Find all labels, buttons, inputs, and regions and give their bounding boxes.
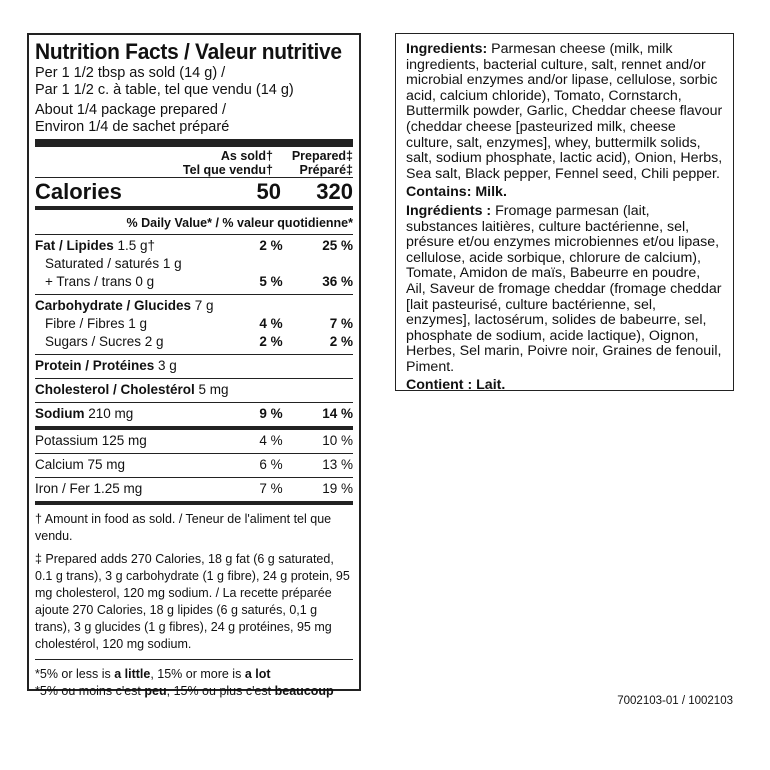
column-as-sold — [177, 149, 273, 177]
footnotes — [35, 505, 353, 653]
potassium-dv-as-sold: 4 % — [259, 433, 283, 448]
carbohydrate-group — [35, 295, 353, 354]
ingredients-panel — [395, 33, 734, 394]
sugars-label: Sugars / Sucres 2 g — [45, 334, 164, 349]
about-prepared-fr: Environ 1/4 de sachet préparé — [35, 119, 230, 135]
sugars-dv-prepared: 2 % — [329, 334, 353, 349]
protein-row — [35, 357, 353, 375]
potassium-row — [35, 432, 353, 450]
column-prepared-fr: Préparé‡ — [299, 163, 353, 177]
calories-row — [35, 178, 353, 206]
column-as-sold-en: As sold† — [220, 149, 273, 163]
column-prepared — [273, 149, 353, 177]
product-code: 7002103-01 / 1002103 — [617, 695, 733, 707]
trans-dv-prepared: 36 % — [322, 274, 353, 289]
iron-group — [35, 478, 353, 501]
column-headers — [35, 147, 353, 177]
calcium-dv-prepared: 13 % — [322, 457, 353, 472]
carbohydrate-amount: 7 g — [191, 298, 214, 313]
trans-row — [35, 273, 353, 291]
serving-size-fr: Par 1 1/2 c. à table, tel que vendu (14 g) — [35, 82, 294, 98]
calcium-group — [35, 454, 353, 477]
serving-size-en: Per 1 1/2 tbsp as sold (14 g) / — [35, 65, 226, 81]
dv-note-fr: *5% ou moins c'est peu, 15% ou plus c'est beaucoup — [35, 684, 334, 698]
iron-row — [35, 480, 353, 498]
ingredients-fr-text: Fromage parmesan (lait, substances laitières, culture bactérienne, sel, présure et/ou enzymes microbiennes et/ou lipase, cellulose, acide sorbique, chlorure de calcium), Tomate, Amidon de maïs, Babeurre en poudre, Ail, Saveur de fromage cheddar (fromage cheddar [lait pasteurisé, culture bactérienne, sel, enzymes], lactosérum, solides de babeurre, sel, phosphate de sodium, acide lactique), Oignon, Herbes, Sel marin, Poivre noir, Graines de fenouil, Piment. — [406, 202, 722, 375]
divider-thick — [35, 139, 353, 147]
sodium-dv-as-sold: 9 % — [259, 406, 283, 421]
fat-dv-prepared: 25 % — [322, 238, 353, 253]
daily-value-header: % Daily Value* / % valeur quotidienne* — [126, 216, 353, 230]
iron-dv-as-sold: 7 % — [259, 481, 283, 496]
contains-en: Contains: Milk. — [406, 184, 507, 201]
fibre-row — [35, 315, 353, 333]
footnote-double-dagger: ‡ Prepared adds 270 Calories, 18 g fat (6 g saturated, 0.1 g trans), 3 g carbohydrate (1 g fibre), 24 g protein, 95 mg cholesterol, 120 mg sodium. / La recette préparée ajoute 270 Calories, 18 g lipides (6 g saturés, 0,1 g trans), 3 g glucides (1 g fibres), 24 g protéines, 95 mg cholestérol, 120 mg sodium. — [35, 552, 350, 651]
ingredients-en — [406, 42, 723, 182]
potassium-dv-prepared: 10 % — [322, 433, 353, 448]
sugars-dv-as-sold: 2 % — [259, 334, 283, 349]
saturated-row — [35, 255, 353, 273]
sodium-dv-prepared: 14 % — [322, 406, 353, 421]
contains-fr: Contient : Lait. — [406, 377, 506, 394]
cholesterol-amount: 5 mg — [194, 382, 229, 397]
fat-row — [35, 237, 353, 255]
calories-as-sold: 50 — [256, 179, 281, 204]
sugars-row — [35, 333, 353, 351]
sodium-amount: 210 mg — [84, 406, 134, 421]
calories-label: Calories — [35, 179, 122, 204]
dv-note-en: *5% or less is a little, 15% or more is a lot — [35, 667, 271, 681]
potassium-group — [35, 430, 353, 453]
cholesterol-row — [35, 381, 353, 399]
protein-amount: 3 g — [154, 358, 177, 373]
ingredients-fr-label: Ingrédients : — [406, 202, 492, 219]
cholesterol-group — [35, 379, 353, 402]
footnote-dagger: † Amount in food as sold. / Teneur de l'aliment tel que vendu. — [35, 512, 332, 543]
fat-label: Fat / Lipides — [35, 238, 114, 253]
saturated-label: Saturated / saturés 1 g — [45, 256, 182, 271]
calories-prepared: 320 — [316, 179, 353, 204]
nutrition-facts-table — [27, 33, 361, 698]
fat-amount: 1.5 g† — [113, 238, 156, 253]
protein-label: Protein / Protéines — [35, 358, 155, 373]
protein-group — [35, 355, 353, 378]
carbohydrate-label: Carbohydrate / Glucides — [35, 298, 192, 313]
nutrition-title: Nutrition Facts / Valeur nutritive — [35, 39, 342, 64]
sodium-group — [35, 403, 353, 426]
sodium-row — [35, 405, 353, 423]
carbohydrate-row — [35, 297, 353, 315]
trans-dv-as-sold: 5 % — [259, 274, 283, 289]
iron-dv-prepared: 19 % — [322, 481, 353, 496]
fibre-label: Fibre / Fibres 1 g — [45, 316, 148, 331]
cholesterol-label: Cholesterol / Cholestérol — [35, 382, 195, 397]
about-prepared-en: About 1/4 package prepared / — [35, 102, 227, 118]
trans-label: + Trans / trans 0 g — [45, 274, 155, 289]
calcium-label: Calcium 75 mg — [35, 457, 126, 472]
ingredients-en-text: Parmesan cheese (milk, milk ingredients, bacterial culture, salt, rennet and/or microbial enzymes and/or lipase, cellulose, sorbic acid, calcium chloride), Tomato, Cornstarch, Buttermilk powder, Garlic, Cheddar cheese flavour (cheddar cheese [pasteurized milk, cheese culture, salt, enzymes], whey, buttermilk solids, salt, sodium phosphate, lactic acid), Onion, Herbs, Sea salt, Black pepper, Fennel seed, Chili pepper. — [406, 41, 723, 182]
fat-dv-as-sold: 2 % — [259, 238, 283, 253]
fat-group — [35, 235, 353, 294]
fibre-dv-as-sold: 4 % — [259, 316, 283, 331]
ingredients-en-label: Ingredients: — [406, 41, 488, 57]
sodium-label: Sodium — [35, 406, 85, 421]
calcium-row — [35, 456, 353, 474]
potassium-label: Potassium 125 mg — [35, 433, 147, 448]
calcium-dv-as-sold: 6 % — [259, 457, 283, 472]
dv-notes — [35, 660, 353, 700]
column-as-sold-fr: Tel que vendu† — [182, 163, 273, 177]
column-prepared-en: Prepared‡ — [291, 149, 353, 163]
iron-label: Iron / Fer 1.25 mg — [35, 481, 143, 496]
fibre-dv-prepared: 7 % — [329, 316, 353, 331]
ingredients-fr — [406, 204, 723, 376]
